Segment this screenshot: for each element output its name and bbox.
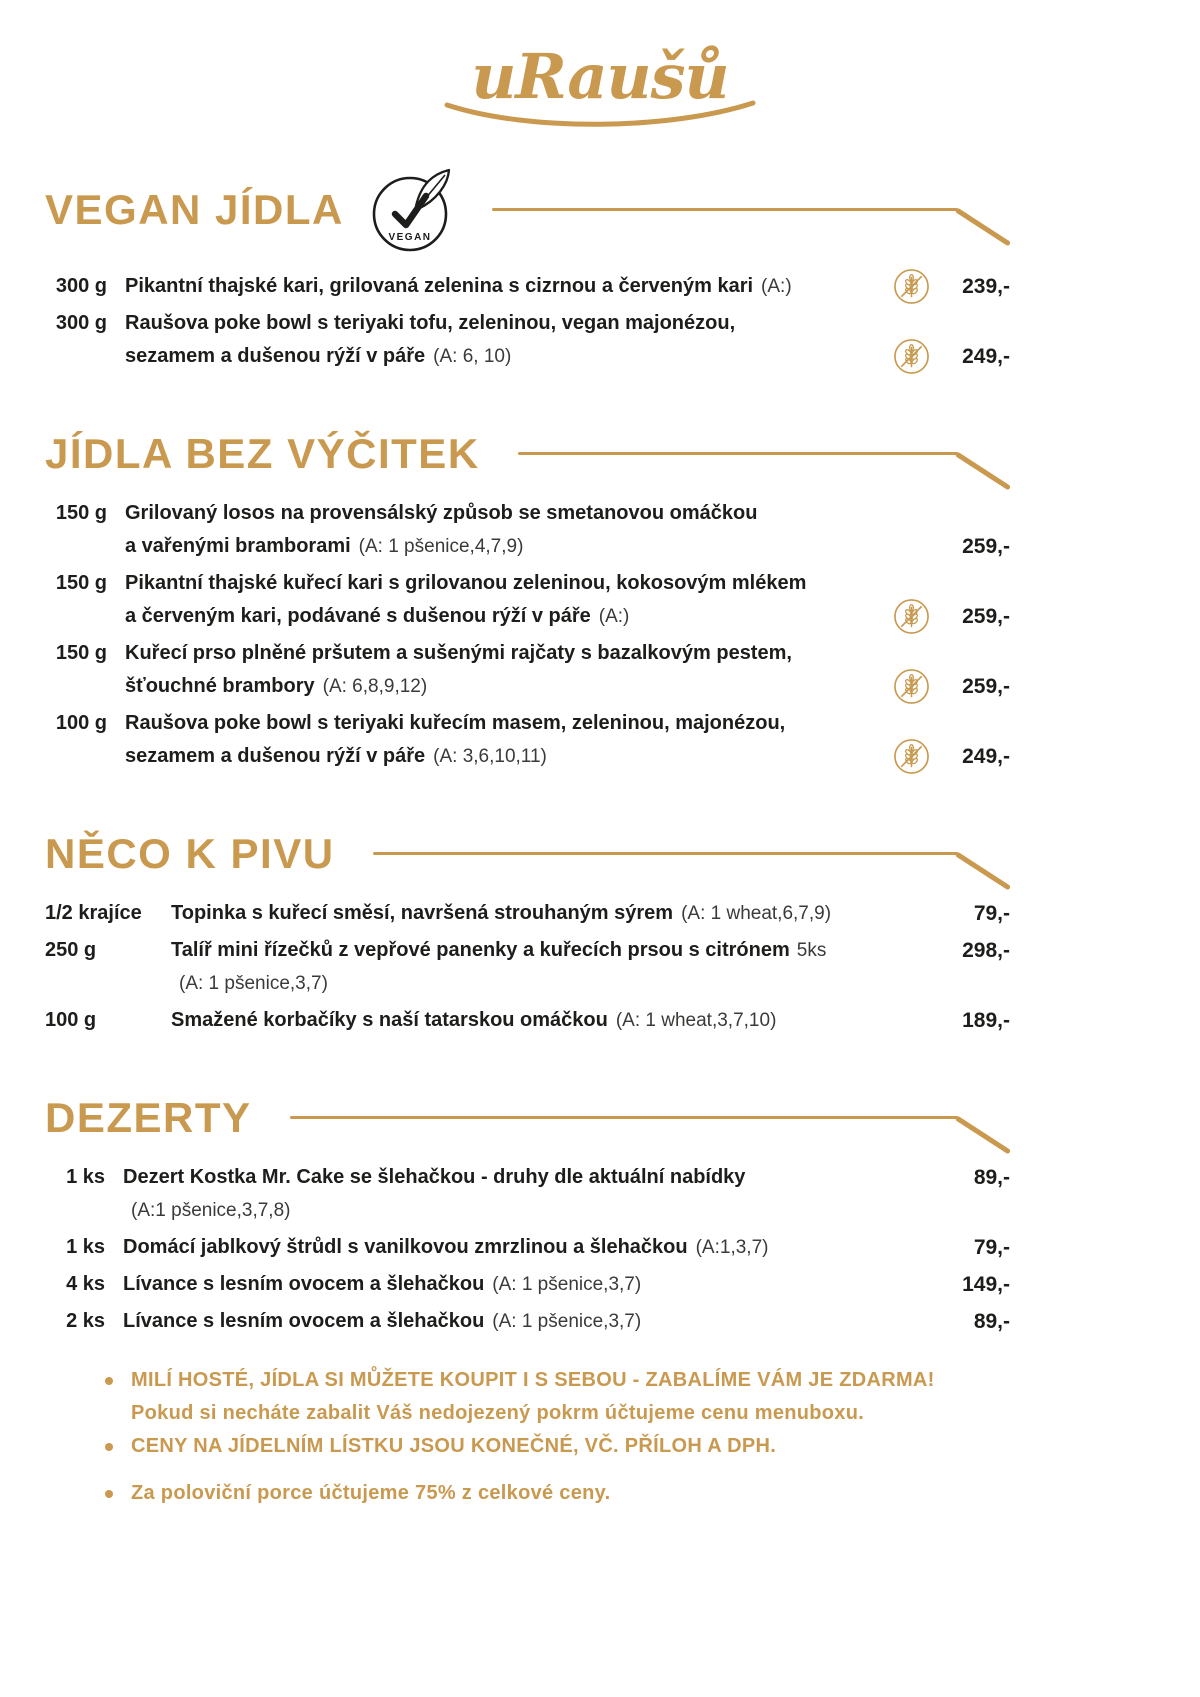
- divider-flick: [955, 451, 1011, 490]
- item-allergens: (A: 6, 10): [433, 346, 512, 367]
- section-jidla-bez-vycitek: [45, 427, 1010, 773]
- item-allergens: (A:1 pšenice,3,7,8): [131, 1199, 291, 1221]
- item-price: 259,-: [962, 674, 1010, 698]
- item-name: sezamem a dušenou rýží v páře: [125, 745, 426, 767]
- menu-item-line: [45, 1161, 1010, 1194]
- restaurant-logo: [435, 42, 765, 128]
- item-allergens: (A: 3,6,10,11): [433, 746, 547, 767]
- item-price: 149,-: [962, 1272, 1010, 1296]
- item-price: 259,-: [962, 534, 1010, 558]
- item-quantity: 4 ks: [66, 1273, 105, 1295]
- section-divider-line: [492, 183, 1010, 237]
- section-divider-line: [518, 427, 1010, 481]
- menu-item-line: [45, 1231, 1010, 1264]
- gluten-free-icon: [893, 668, 930, 705]
- item-allergens: (A:): [761, 276, 792, 297]
- item-quantity: 150 g: [55, 502, 107, 524]
- divider-flick: [955, 1115, 1011, 1154]
- section-dezerty: [45, 1091, 1010, 1338]
- item-quantity: 300 g: [55, 312, 107, 334]
- menu-item-line: [45, 567, 1010, 600]
- menu-item-line: [45, 897, 1010, 930]
- item-name: Pikantní thajské kuřecí kari s grilovanou zeleninou, kokosovým mlékem: [125, 572, 807, 594]
- item-quantity: 100 g: [45, 1009, 97, 1031]
- item-name: Grilovaný losos na provensálský způsob se smetanovou omáčkou: [125, 502, 758, 524]
- item-allergens: (A: 1 wheat,6,7,9): [681, 903, 832, 924]
- item-allergens: (A: 6,8,9,12): [322, 676, 428, 697]
- menu-item-line: [45, 670, 1010, 703]
- menu-item-line: [45, 1004, 1010, 1037]
- footer-note-line: MILÍ HOSTÉ, JÍDLA SI MŮŽETE KOUPIT I S SEBOU - ZABALÍME VÁM JE ZDARMA!: [131, 1369, 935, 1391]
- menu-item: [45, 934, 1010, 1000]
- menu-item: [45, 1231, 1010, 1264]
- item-price: 259,-: [962, 604, 1010, 628]
- menu-item-line: [45, 497, 1010, 530]
- item-quantity: 150 g: [55, 642, 107, 664]
- item-name: Dezert Kostka Mr. Cake se šlehačkou - druhy dle aktuální nabídky: [123, 1166, 746, 1188]
- vegan-badge-icon: [370, 166, 454, 254]
- item-price: 298,-: [962, 938, 1010, 962]
- menu-item: [45, 497, 1010, 563]
- item-name: šťouchné brambory: [125, 675, 315, 697]
- section-divider-line: [290, 1091, 1010, 1145]
- gluten-free-icon: [893, 338, 930, 375]
- footer-note-line: CENY NA JÍDELNÍM LÍSTKU JSOU KONEČNÉ, VČ. PŘÍLOH A DPH.: [131, 1435, 777, 1457]
- item-name: Talíř mini řízečků z vepřové panenky a kuřecích prsou s citrónem: [171, 939, 790, 961]
- logo-text: uRaušů: [471, 40, 729, 113]
- menu-item: [45, 270, 1010, 303]
- item-price: 189,-: [962, 1008, 1010, 1032]
- item-quantity: 300 g: [55, 275, 107, 297]
- menu-item-line: [45, 307, 1010, 340]
- item-quantity: 1 ks: [66, 1236, 105, 1258]
- section-vegan-jidla: [45, 166, 1010, 373]
- item-quantity: 250 g: [45, 939, 97, 961]
- item-name: Kuřecí prso plněné pršutem a sušenými rajčaty s bazalkovým pestem,: [125, 642, 792, 664]
- menu-item-line: [45, 1194, 1010, 1227]
- section-divider-line: [373, 827, 1010, 881]
- menu-item-line: [45, 934, 1010, 967]
- menu-item-line: [45, 1268, 1010, 1301]
- item-allergens: (A: 1 pšenice,4,7,9): [358, 536, 524, 557]
- item-name: Raušova poke bowl s teriyaki kuřecím masem, zeleninou, majonézou,: [125, 712, 786, 734]
- divider-flick: [955, 207, 1011, 246]
- menu-item: [45, 307, 1010, 373]
- item-allergens: (A: 1 wheat,3,7,10): [615, 1010, 777, 1031]
- section-title: DEZERTY: [45, 1094, 252, 1141]
- item-name: a červeným kari, podávané s dušenou rýží v páře: [125, 605, 591, 627]
- section-title: NĚCO K PIVU: [45, 830, 335, 877]
- item-name: Topinka s kuřecí směsí, navršená strouhaným sýrem: [171, 902, 674, 924]
- item-allergens: (A:1,3,7): [695, 1237, 769, 1258]
- menu-item: [45, 1161, 1010, 1227]
- divider-bar: [373, 852, 958, 855]
- vegan-badge: [370, 166, 454, 254]
- gluten-free-icon: [893, 738, 930, 775]
- footer-note-line: Pokud si necháte zabalit Váš nedojezený pokrm účtujeme cenu menuboxu.: [131, 1402, 865, 1424]
- menu-item-line: [45, 637, 1010, 670]
- item-price: 79,-: [973, 1235, 1010, 1259]
- footer-note: [105, 1477, 1010, 1510]
- gluten-free-icon: [893, 268, 930, 305]
- item-quantity: 2 ks: [66, 1310, 105, 1332]
- menu-item: [45, 567, 1010, 633]
- footer-notes: [45, 1364, 1010, 1510]
- menu-item-line: [45, 340, 1010, 373]
- bullet-icon: [105, 1443, 113, 1451]
- section-title: VEGAN JÍDLA: [45, 186, 344, 233]
- item-allergens: (A:): [598, 606, 630, 627]
- menu-item-line: [45, 967, 1010, 1000]
- item-name: Domácí jablkový štrůdl s vanilkovou zmrzlinou a šlehačkou: [123, 1236, 688, 1258]
- item-name: Pikantní thajské kari, grilovaná zelenina s cizrnou a červeným kari: [125, 275, 754, 297]
- item-name: a vařenými bramborami: [125, 535, 351, 557]
- menu-item: [45, 897, 1010, 930]
- section-neco-k-pivu: [45, 827, 1010, 1037]
- item-quantity: 1/2 krajíce: [45, 902, 142, 924]
- item-price: 89,-: [973, 1309, 1010, 1333]
- item-name: Smažené korbačíky s naší tatarskou omáčkou: [171, 1009, 608, 1031]
- menu-item-line: [45, 600, 1010, 633]
- item-price: 79,-: [973, 901, 1010, 925]
- menu-item-line: [45, 530, 1010, 563]
- menu-item: [45, 1004, 1010, 1037]
- footer-note-line: Za poloviční porce účtujeme 75% z celkové ceny.: [131, 1482, 611, 1504]
- item-quantity: 1 ks: [66, 1166, 105, 1188]
- item-price: 249,-: [962, 744, 1010, 768]
- menu-item: [45, 1268, 1010, 1301]
- item-name: Lívance s lesním ovocem a šlehačkou: [123, 1310, 485, 1332]
- divider-bar: [492, 208, 958, 211]
- menu-item: [45, 707, 1010, 773]
- divider-bar: [290, 1116, 958, 1119]
- footer-note: [105, 1364, 1010, 1430]
- gluten-free-icon: [893, 598, 930, 635]
- item-allergens: (A: 1 pšenice,3,7): [179, 972, 328, 994]
- item-allergens: (A: 1 pšenice,3,7): [492, 1274, 642, 1295]
- section-title: JÍDLA BEZ VÝČITEK: [45, 430, 480, 477]
- menu-sections: [45, 166, 1010, 1338]
- bullet-icon: [105, 1377, 113, 1385]
- item-portion-count: 5ks: [796, 940, 827, 961]
- item-name: Raušova poke bowl s teriyaki tofu, zeleninou, vegan majonézou,: [125, 312, 736, 334]
- item-price: 239,-: [962, 274, 1010, 298]
- menu-item-line: [45, 1305, 1010, 1338]
- divider-flick: [955, 851, 1011, 890]
- divider-bar: [518, 452, 958, 455]
- item-allergens: (A: 1 pšenice,3,7): [492, 1311, 642, 1332]
- item-price: 89,-: [973, 1165, 1010, 1189]
- menu-item: [45, 637, 1010, 703]
- item-name: Lívance s lesním ovocem a šlehačkou: [123, 1273, 485, 1295]
- item-quantity: 150 g: [55, 572, 107, 594]
- menu-item: [45, 1305, 1010, 1338]
- vegan-badge-label: VEGAN: [388, 232, 432, 243]
- menu-item-line: [45, 740, 1010, 773]
- header: [0, 42, 1200, 154]
- item-price: 249,-: [962, 344, 1010, 368]
- bullet-icon: [105, 1490, 113, 1498]
- footer-note: [105, 1430, 1010, 1463]
- menu-item-line: [45, 707, 1010, 740]
- item-quantity: 100 g: [55, 712, 107, 734]
- item-name: sezamem a dušenou rýží v páře: [125, 345, 426, 367]
- menu-item-line: [45, 270, 1010, 303]
